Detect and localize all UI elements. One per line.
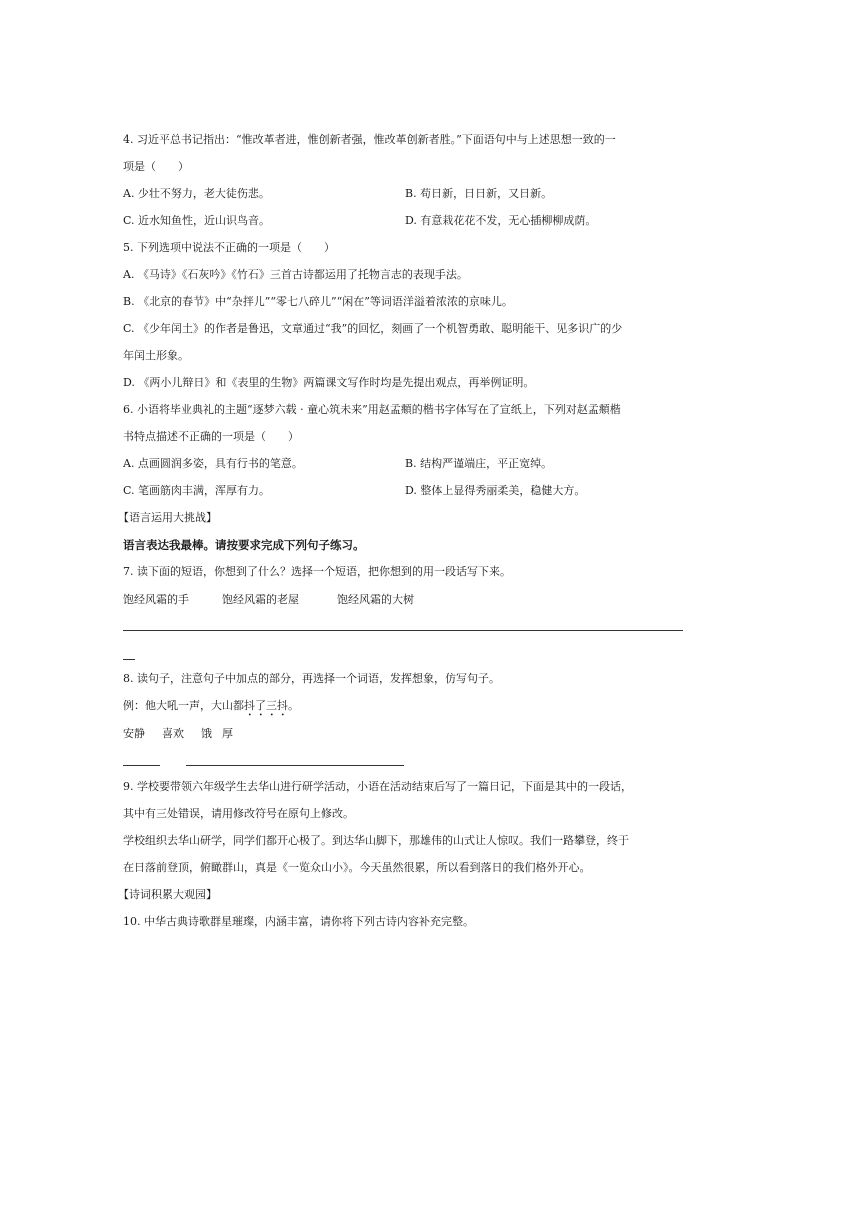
q7-phrase-2: 饱经风霜的老屋	[222, 593, 299, 606]
q4-stem-line1: 4. 习近平总书记指出：“惟改革者进，惟创新者强，惟改革创新者胜。”下面语句中与上述思想一致的一	[123, 133, 616, 146]
q7-answer-line	[123, 630, 683, 631]
q4-stem-line2: 项是（ ）	[123, 160, 189, 173]
q8-example-dotted: 抖了三抖	[244, 699, 288, 712]
q7-stem: 7. 读下面的短语，你想到了什么？选择一个短语，把你想到的用一段话写下来。	[123, 565, 511, 578]
q4-option-a: A. 少壮不努力，老大徒伤悲。	[123, 187, 270, 200]
section-poetry-title: 【诗词积累大观园】	[118, 888, 217, 901]
q10-stem: 10. 中华古典诗歌群星璀璨，内涵丰富，请你将下列古诗内容补充完整。	[123, 915, 474, 928]
q5-stem: 5. 下列选项中说法不正确的一项是（ ）	[123, 241, 335, 254]
language-heading: 语言表达我最棒。请按要求完成下列句子练习。	[123, 538, 365, 552]
q5-option-d: D. 《两小儿辩日》和《表里的生物》两篇课文写作时均是先提出观点，再举例证明。	[123, 376, 535, 389]
q5-option-b: B. 《北京的春节》中“杂拌儿”“零七八碎儿”“闲在”等词语洋溢着浓浓的京味儿。	[123, 295, 513, 308]
q8-word-4: 厚	[222, 727, 233, 740]
q7-phrase-3: 饱经风霜的大树	[337, 593, 414, 606]
q9-stem-line1: 9. 学校要带领六年级学生去华山进行研学活动，小语在活动结束后写了一篇日记，下面是其中的一段话，	[123, 780, 632, 793]
section-language-title: 【语言运用大挑战】	[118, 511, 217, 524]
q8-example	[123, 699, 299, 719]
q6-stem-line1: 6. 小语将毕业典礼的主题“逐梦六载 · 童心筑未来”用赵孟頫的楷书字体写在了宣纸上，下列对赵孟頫楷	[123, 403, 621, 416]
q6-option-a: A. 点画圆润多姿，具有行书的笔意。	[123, 457, 303, 470]
q8-stem: 8. 读句子，注意句子中加点的部分，再选择一个词语，发挥想象，仿写句子。	[123, 672, 500, 685]
q5-option-c-line2: 年闰土形象。	[123, 349, 189, 362]
q9-stem-line2: 其中有三处错误，请用修改符号在原句上修改。	[123, 807, 354, 820]
q9-passage-line2: 在日落前登顶，俯瞰群山，真是《一览众山小》。今天虽然很累，所以看到落日的我们格外开心。	[123, 861, 591, 874]
q8-word-2: 喜欢	[162, 727, 184, 740]
q6-option-d: D. 整体上显得秀丽柔美，稳健大方。	[405, 484, 586, 497]
q6-stem-line2: 书特点描述不正确的一项是（ ）	[123, 430, 299, 443]
q7-answer-line-tail	[123, 659, 135, 660]
q8-word-1: 安静	[123, 727, 145, 740]
q8-example-suffix: 。	[288, 699, 299, 712]
q8-word-3: 饿	[201, 727, 212, 740]
q8-example-prefix: 例：他大吼一声，大山都	[123, 699, 244, 712]
q6-option-b: B. 结构严谨端庄，平正宽绰。	[405, 457, 553, 470]
q8-answer-line-2	[186, 765, 404, 766]
q5-option-a: A. 《马诗》《石灰吟》《竹石》三首古诗都运用了托物言志的表现手法。	[123, 268, 468, 281]
q4-option-b: B. 苟日新，日日新，又日新。	[405, 187, 553, 200]
q8-answer-line-1	[123, 765, 160, 766]
q6-option-c: C. 笔画筋肉丰满，浑厚有力。	[123, 484, 271, 497]
q5-option-c-line1: C. 《少年闰土》的作者是鲁迅，文章通过“我”的回忆，刻画了一个机智勇敢、聪明能干、见多识广的少	[123, 322, 623, 335]
q4-option-c: C. 近水知鱼性，近山识鸟音。	[123, 214, 271, 227]
q7-phrase-1: 饱经风霜的手	[123, 593, 189, 606]
q4-option-d: D. 有意栽花花不发，无心插柳柳成荫。	[405, 214, 597, 227]
q9-passage-line1: 学校组织去华山研学，同学们都开心极了。到达华山脚下，那雄伟的山式让人惊叹。我们一路攀登，终于	[123, 834, 629, 847]
